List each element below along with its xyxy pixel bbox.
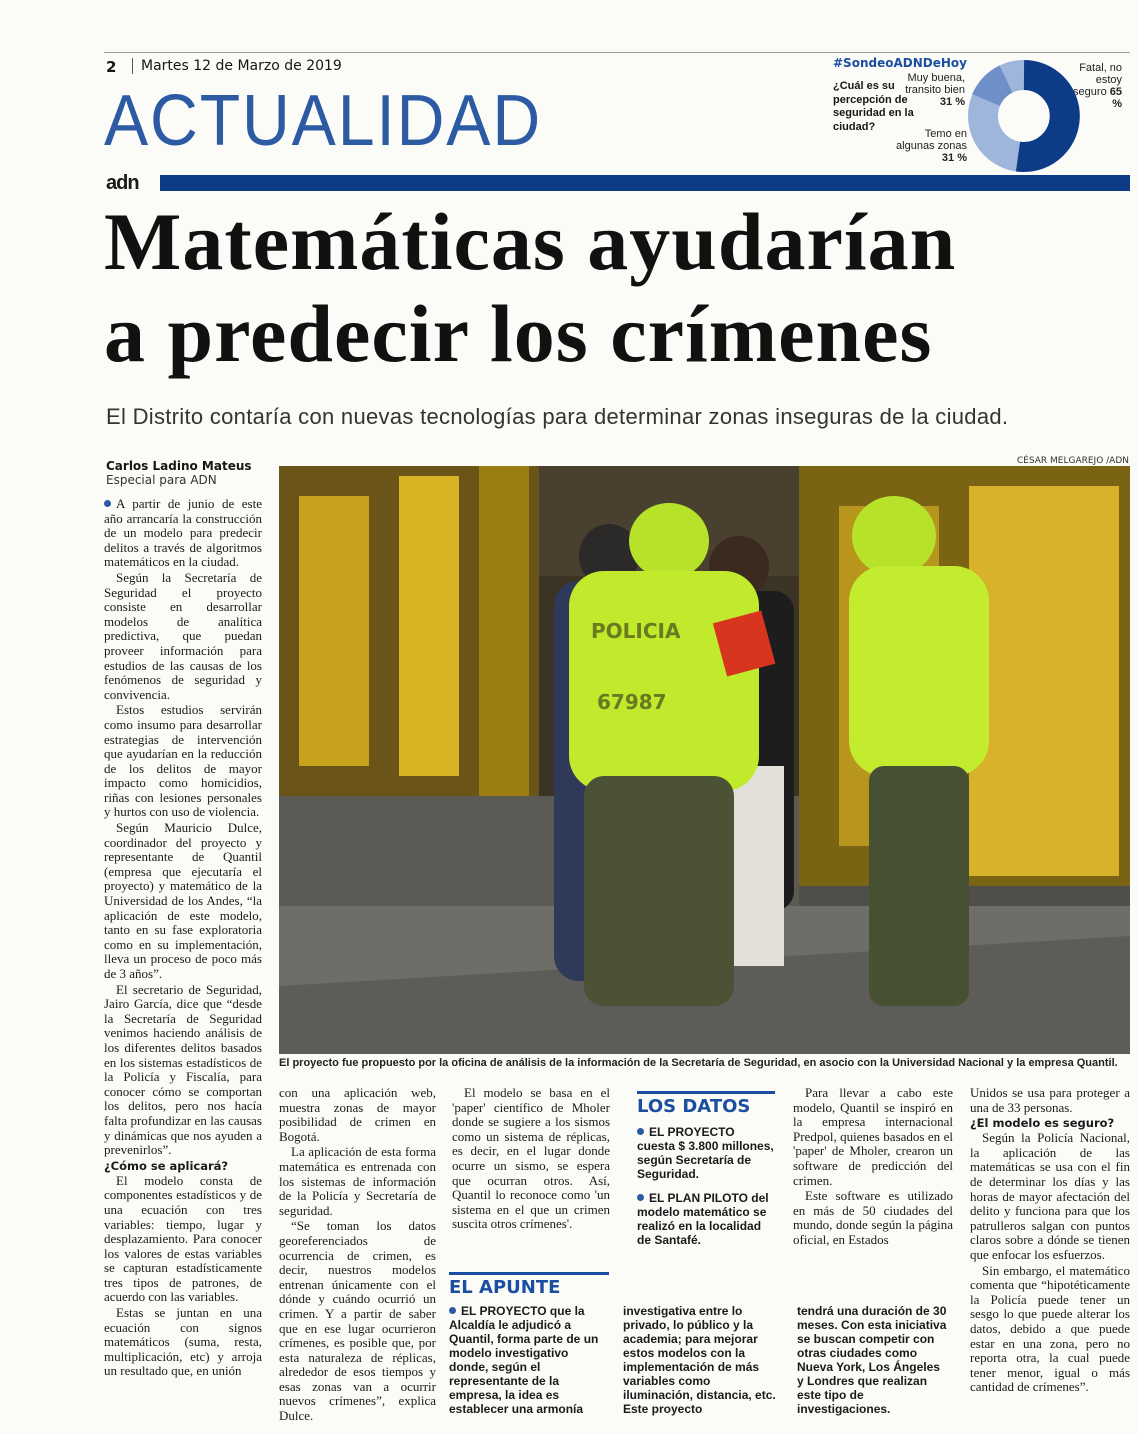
paragraph: La aplicación de esta forma matemática es entrenada con los sistemas de información de la Policía y Secretaría de seguridad. xyxy=(279,1144,436,1218)
bullet-icon xyxy=(449,1307,456,1314)
author-name: Carlos Ladino Mateus xyxy=(106,459,252,473)
headline xyxy=(104,196,1124,380)
apunte-col-3: tendrá una duración de 30 meses. Con esta iniciativa se buscan competir con otras ciudades como Nueva York, Los Ángeles y Londres que realizan este tipo de investigaciones. xyxy=(797,1304,947,1416)
paragraph: El modelo se basa en el 'paper' científico de Mholer donde se sugiere a los sismos como un sistema de réplicas, es decir, en el lugar donde ocurre un sismo, se espera que ocurran otros. Así, Quantil lo reconoce como 'un sistema en el que un crimen suscita otros crímenes'. xyxy=(452,1085,610,1232)
photo-scene xyxy=(279,466,1130,1054)
poll-label-muy-buena: Muy buena, transito bien 31 % xyxy=(905,72,965,108)
paragraph: “Se toman los datos georeferenciados de ocurrencia de crimen, es decir, nuestros modelos entrenan únicamente con el dónde y cuándo ocurrió un crimen. Y a partir de saber que en ese lugar ocurrieron crímenes, es posible que, por esta naturaleza de réplicas, alrededor de esos tiempos y esas zonas van a ocurrir nuevos crímenes”, explica Dulce. xyxy=(279,1218,436,1424)
los-datos-box xyxy=(637,1091,775,1247)
header-bar xyxy=(160,175,1130,191)
author-role: Especial para ADN xyxy=(106,473,217,487)
vest-text: POLICIA xyxy=(591,619,681,643)
poll-label-fatal: Fatal, no estoy seguro 65 % xyxy=(1073,62,1122,110)
article-column-2 xyxy=(279,1086,436,1425)
top-rule xyxy=(104,52,1130,53)
adn-logo: adn xyxy=(106,172,139,194)
paragraph: El modelo consta de componentes estadísticos y de una ecuación con tres variables: tiempo, lugar y desplazamiento. Para conocer los valores de estas variables se capturan estadísticamente tres tipos de patrones, de acuerdo con las variables. xyxy=(104,1172,262,1305)
poll-question: ¿Cuál es su percepción de seguridad en la ciudad? xyxy=(833,80,914,133)
paragraph: Según la Policía Nacional, la aplicación de las matemáticas se usa con el fin de determinar los días y las horas de mayor afectación del delito y funciona para que los patrulleros salgan con puntos claros sobre a dónde se tienen que enfocar los esfuerzos. xyxy=(970,1130,1130,1262)
los-datos-title: LOS DATOS xyxy=(637,1091,775,1117)
paragraph: Unidos se usa para proteger a una de 33 personas. xyxy=(970,1085,1130,1115)
datos-item: EL PLAN PILOTO del modelo matemático se realizó en la localidad de Santafé. xyxy=(637,1191,769,1247)
donut-slice-muy-buena xyxy=(986,79,1006,100)
apunte-col-2: investigativa entre lo privado, lo público y la academia; para mejorar estos modelos con la implementación de más variables como iluminación, distancia, etc. Este proyecto xyxy=(623,1304,776,1416)
subheadline: El Distrito contaría con nuevas tecnologías para determinar zonas inseguras de la ciudad. xyxy=(106,404,1009,429)
bullet-icon xyxy=(104,500,111,507)
paragraph: Según Mauricio Dulce, coordinador del proyecto y representante de Quantil (empresa que ejecutaría el proyecto) y matemático de la Universidad de los Andes, “la aplicación de este modelo, tanto en su fase exploratoria como en su implementación, lleva un proceso de poco más de 3 años”. xyxy=(104,820,262,981)
donut-slice-fatal xyxy=(1018,75,1065,157)
section-question: ¿El modelo es seguro? xyxy=(970,1116,1115,1131)
paragraph: A partir de junio de este año arrancaría la construcción de un modelo para predecir delitos a través de algoritmos matemáticos en la ciudad. xyxy=(104,496,262,570)
paragraph: con una aplicación web, muestra zonas de mayor posibilidad de crimen en Bogotá. xyxy=(279,1085,436,1144)
poll-label-temo: Temo en algunas zonas 31 % xyxy=(896,128,967,164)
photo-caption: El proyecto fue propuesto por la oficina de análisis de la información de la Secretaría de Seguridad, en asocio con la Universidad Nacional y la empresa Quantil. xyxy=(279,1057,1118,1069)
section-title: ACTUALIDAD xyxy=(104,81,543,161)
page-date: Martes 12 de Marzo de 2019 xyxy=(132,58,342,74)
paragraph: Sin embargo, el matemático comenta que “hipotéticamente la Policía puede tener un sesgo lo que puede alterar los datos, debido a que puede estar en una zona, pero no reporta otra, la cual puede tener menor, igual o más cantidad de crímenes”. xyxy=(970,1262,1130,1395)
article-column-5 xyxy=(793,1086,953,1249)
section-question: ¿Cómo se aplicará? xyxy=(104,1158,229,1173)
poll-donut-chart xyxy=(966,58,1082,174)
article-column-1 xyxy=(104,497,262,1380)
paragraph: Estas se juntan en una ecuación con signos matemáticos (suma, resta, multiplicación, etc) y arroja un resultado que, en unión xyxy=(104,1305,262,1379)
apunte-col-1: EL PROYECTO que la Alcaldía le adjudicó a Quantil, forma parte de un modelo investigativo donde, según el representante de la empresa, la idea es establecer una armonía xyxy=(449,1304,599,1416)
poll-hashtag: #SondeoADNDeHoy xyxy=(833,56,967,70)
el-apunte-title: EL APUNTE xyxy=(449,1272,609,1298)
page-number: 2 xyxy=(106,58,117,76)
bullet-icon xyxy=(637,1194,644,1201)
paragraph: Este software es utilizado en más de 50 ciudades del mundo, donde según la página oficial, en Estados xyxy=(793,1188,953,1247)
article-column-6 xyxy=(970,1086,1130,1396)
article-column-3 xyxy=(452,1086,610,1233)
headline-line-1: Matemáticas ayudarían xyxy=(104,196,957,287)
paragraph: Según la Secretaría de Seguridad el proyecto consiste en desarrollar modelos de analítica predictiva, que puedan proveer información para estudios de las causas de los fenómenos de seguridad y convivencia. xyxy=(104,569,262,702)
paragraph: Estos estudios servirán como insumo para desarrollar estrategias de intervención que ayudarían en la reducción de los delitos de mayor impacto como homicidios, riñas con lesiones personales y hurtos con uso de violencia. xyxy=(104,702,262,820)
bullet-icon xyxy=(637,1128,644,1135)
paragraph: El secretario de Seguridad, Jairo García, dice que “desde la Secretaría de Seguridad venimos haciendo análisis de los diferentes delitos basados en los sistemas estadísticos de la Policía y Fiscalía, para conocer cómo se comportan los delitos, pero nos hacía falta profundizar en las causas y dinámicas que nos ayuden a prevenirlos”. xyxy=(104,981,262,1158)
el-apunte-box xyxy=(449,1272,954,1416)
apunte-columns xyxy=(449,1304,954,1416)
paragraph: Para llevar a cabo este modelo, Quantil se inspiró en la empresa internacional Predpol, quienes basados en el 'paper' de Mholer, crearon un software de predicción del crimen. xyxy=(793,1085,953,1188)
headline-line-2: a predecir los crímenes xyxy=(104,288,933,379)
datos-item: EL PROYECTO cuesta $ 3.800 millones, según Secretaría de Seguridad. xyxy=(637,1125,774,1181)
photo-credit: CÉSAR MELGAREJO /ADN xyxy=(1016,456,1129,466)
vest-number: 67987 xyxy=(597,690,667,714)
news-photo xyxy=(279,466,1130,1054)
